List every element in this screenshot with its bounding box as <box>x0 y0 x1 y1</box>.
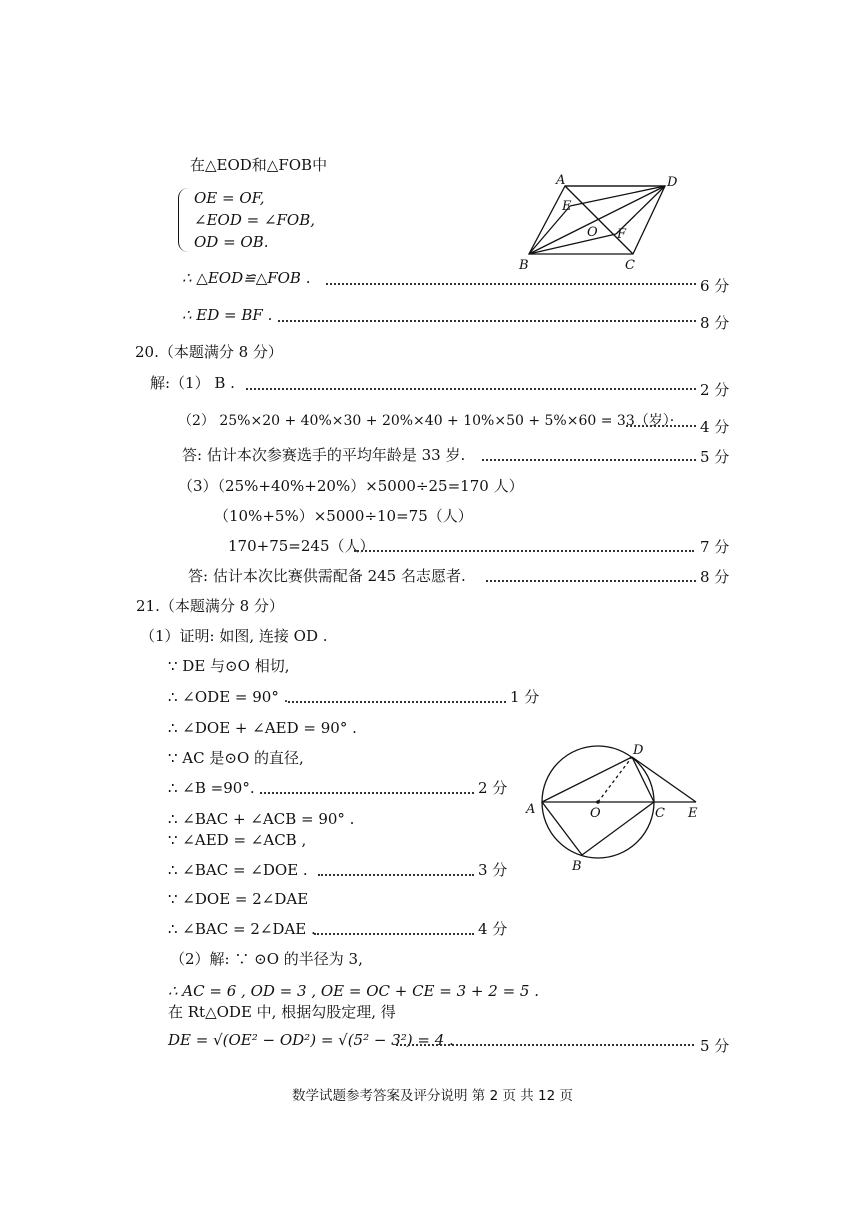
dot-leader <box>318 874 474 876</box>
label-d: D <box>633 743 644 758</box>
q20-part3-line1: （3）（25%+40%+20%）×5000÷25=170 人） <box>178 477 524 495</box>
q21-doe-dae: ∵ ∠DOE = 2∠DAE <box>168 890 309 908</box>
dot-leader <box>626 425 696 427</box>
q21-bac-dae: ∴ ∠BAC = 2∠DAE . <box>168 920 316 938</box>
label-b: B <box>572 859 582 874</box>
label-b: B <box>519 258 529 272</box>
score-2: 2 分 <box>478 779 508 797</box>
q21-lengths: ∴ AC = 6 , OD = 3 , OE = OC + CE = 3 + 2 = 5 . <box>168 982 539 1000</box>
dot-leader <box>396 1044 694 1046</box>
dot-leader <box>486 580 696 582</box>
label-e: E <box>688 806 698 821</box>
q21-de-result: DE = √(OE² − OD²) = √(5² − 3²) = 4 . <box>168 1031 454 1049</box>
score-8: 8 分 <box>700 568 730 586</box>
dot-leader <box>288 701 506 703</box>
question-20-heading: 20.（本题满分 8 分） <box>135 343 283 361</box>
condition-oe-of: OE = OF, <box>194 189 265 207</box>
label-f: F <box>617 227 627 242</box>
line-congruent: ∴ △EOD≌△FOB . <box>182 269 311 287</box>
q21-pythagoras-intro: 在 Rt△ODE 中, 根据勾股定理, 得 <box>168 1003 396 1021</box>
q21-tangent: ∵ DE 与⊙O 相切, <box>168 657 290 675</box>
q21-diameter: ∵ AC 是⊙O 的直径, <box>168 749 304 767</box>
score-5: 5 分 <box>700 448 730 466</box>
condition-od-ob: OD = OB. <box>194 233 269 251</box>
line-ed-bf: ∴ ED = BF . <box>182 306 273 324</box>
q20-answer-age: 答: 估计本次参赛选手的平均年龄是 33 岁. <box>182 446 466 464</box>
q20-part3-line3: 170+75=245（人） <box>228 537 375 555</box>
score-1: 1 分 <box>510 688 540 706</box>
dot-leader <box>354 550 694 552</box>
dot-leader <box>326 283 696 285</box>
parallelogram-figure <box>515 172 695 272</box>
label-a: A <box>526 802 536 817</box>
q21-angle-bac-acb: ∴ ∠BAC + ∠ACB = 90° . <box>168 810 355 828</box>
q20-answer-volunteers: 答: 估计本次比赛供需配备 245 名志愿者. <box>188 567 466 585</box>
score-8: 8 分 <box>700 314 730 332</box>
q21-bac-doe: ∴ ∠BAC = ∠DOE . <box>168 861 308 879</box>
score-7: 7 分 <box>700 538 730 556</box>
dot-leader <box>314 933 474 935</box>
circle-figure <box>520 738 710 878</box>
label-c: C <box>625 258 635 272</box>
score-6: 6 分 <box>700 277 730 295</box>
q21-aed-acb: ∵ ∠AED = ∠ACB , <box>168 831 307 849</box>
system-brace <box>178 188 189 252</box>
q21-angle-ode: ∴ ∠ODE = 90° . <box>168 688 289 706</box>
dot-leader <box>246 388 696 390</box>
label-o: O <box>590 806 601 821</box>
label-o: O <box>587 225 598 240</box>
q20-part2: （2） 25%×20 + 40%×30 + 20%×40 + 10%×50 + 5%×60 = 33（岁）· <box>178 413 675 429</box>
score-2: 2 分 <box>700 381 730 399</box>
label-a: A <box>556 173 566 188</box>
score-3: 3 分 <box>478 861 508 879</box>
page-footer: 数学试题参考答案及评分说明 第 2 页 共 12 页 <box>292 1088 574 1104</box>
label-d: D <box>667 175 678 190</box>
score-4: 4 分 <box>478 920 508 938</box>
q21-part1-intro: （1）证明: 如图, 连接 OD . <box>140 627 328 645</box>
score-4: 4 分 <box>700 418 730 436</box>
score-5: 5 分 <box>700 1037 730 1055</box>
question-21-heading: 21.（本题满分 8 分） <box>136 597 284 615</box>
label-e: E <box>562 199 572 214</box>
q21-angle-b: ∴ ∠B =90°. <box>168 779 255 797</box>
q21-angle-sum: ∴ ∠DOE + ∠AED = 90° . <box>168 719 357 737</box>
q21-part2-intro: （2）解: ∵ ⊙O 的半径为 3, <box>170 950 363 968</box>
dot-leader <box>260 792 474 794</box>
dot-leader <box>278 320 696 322</box>
condition-angle-eod: ∠EOD = ∠FOB, <box>194 211 316 229</box>
dot-leader <box>482 459 696 461</box>
q20-part1: 解:（1） B . <box>150 374 235 392</box>
line-triangles-intro: 在△EOD和△FOB中 <box>190 156 328 174</box>
label-c: C <box>655 806 665 821</box>
q20-part3-line2: （10%+5%）×5000÷10=75（人） <box>214 507 473 525</box>
